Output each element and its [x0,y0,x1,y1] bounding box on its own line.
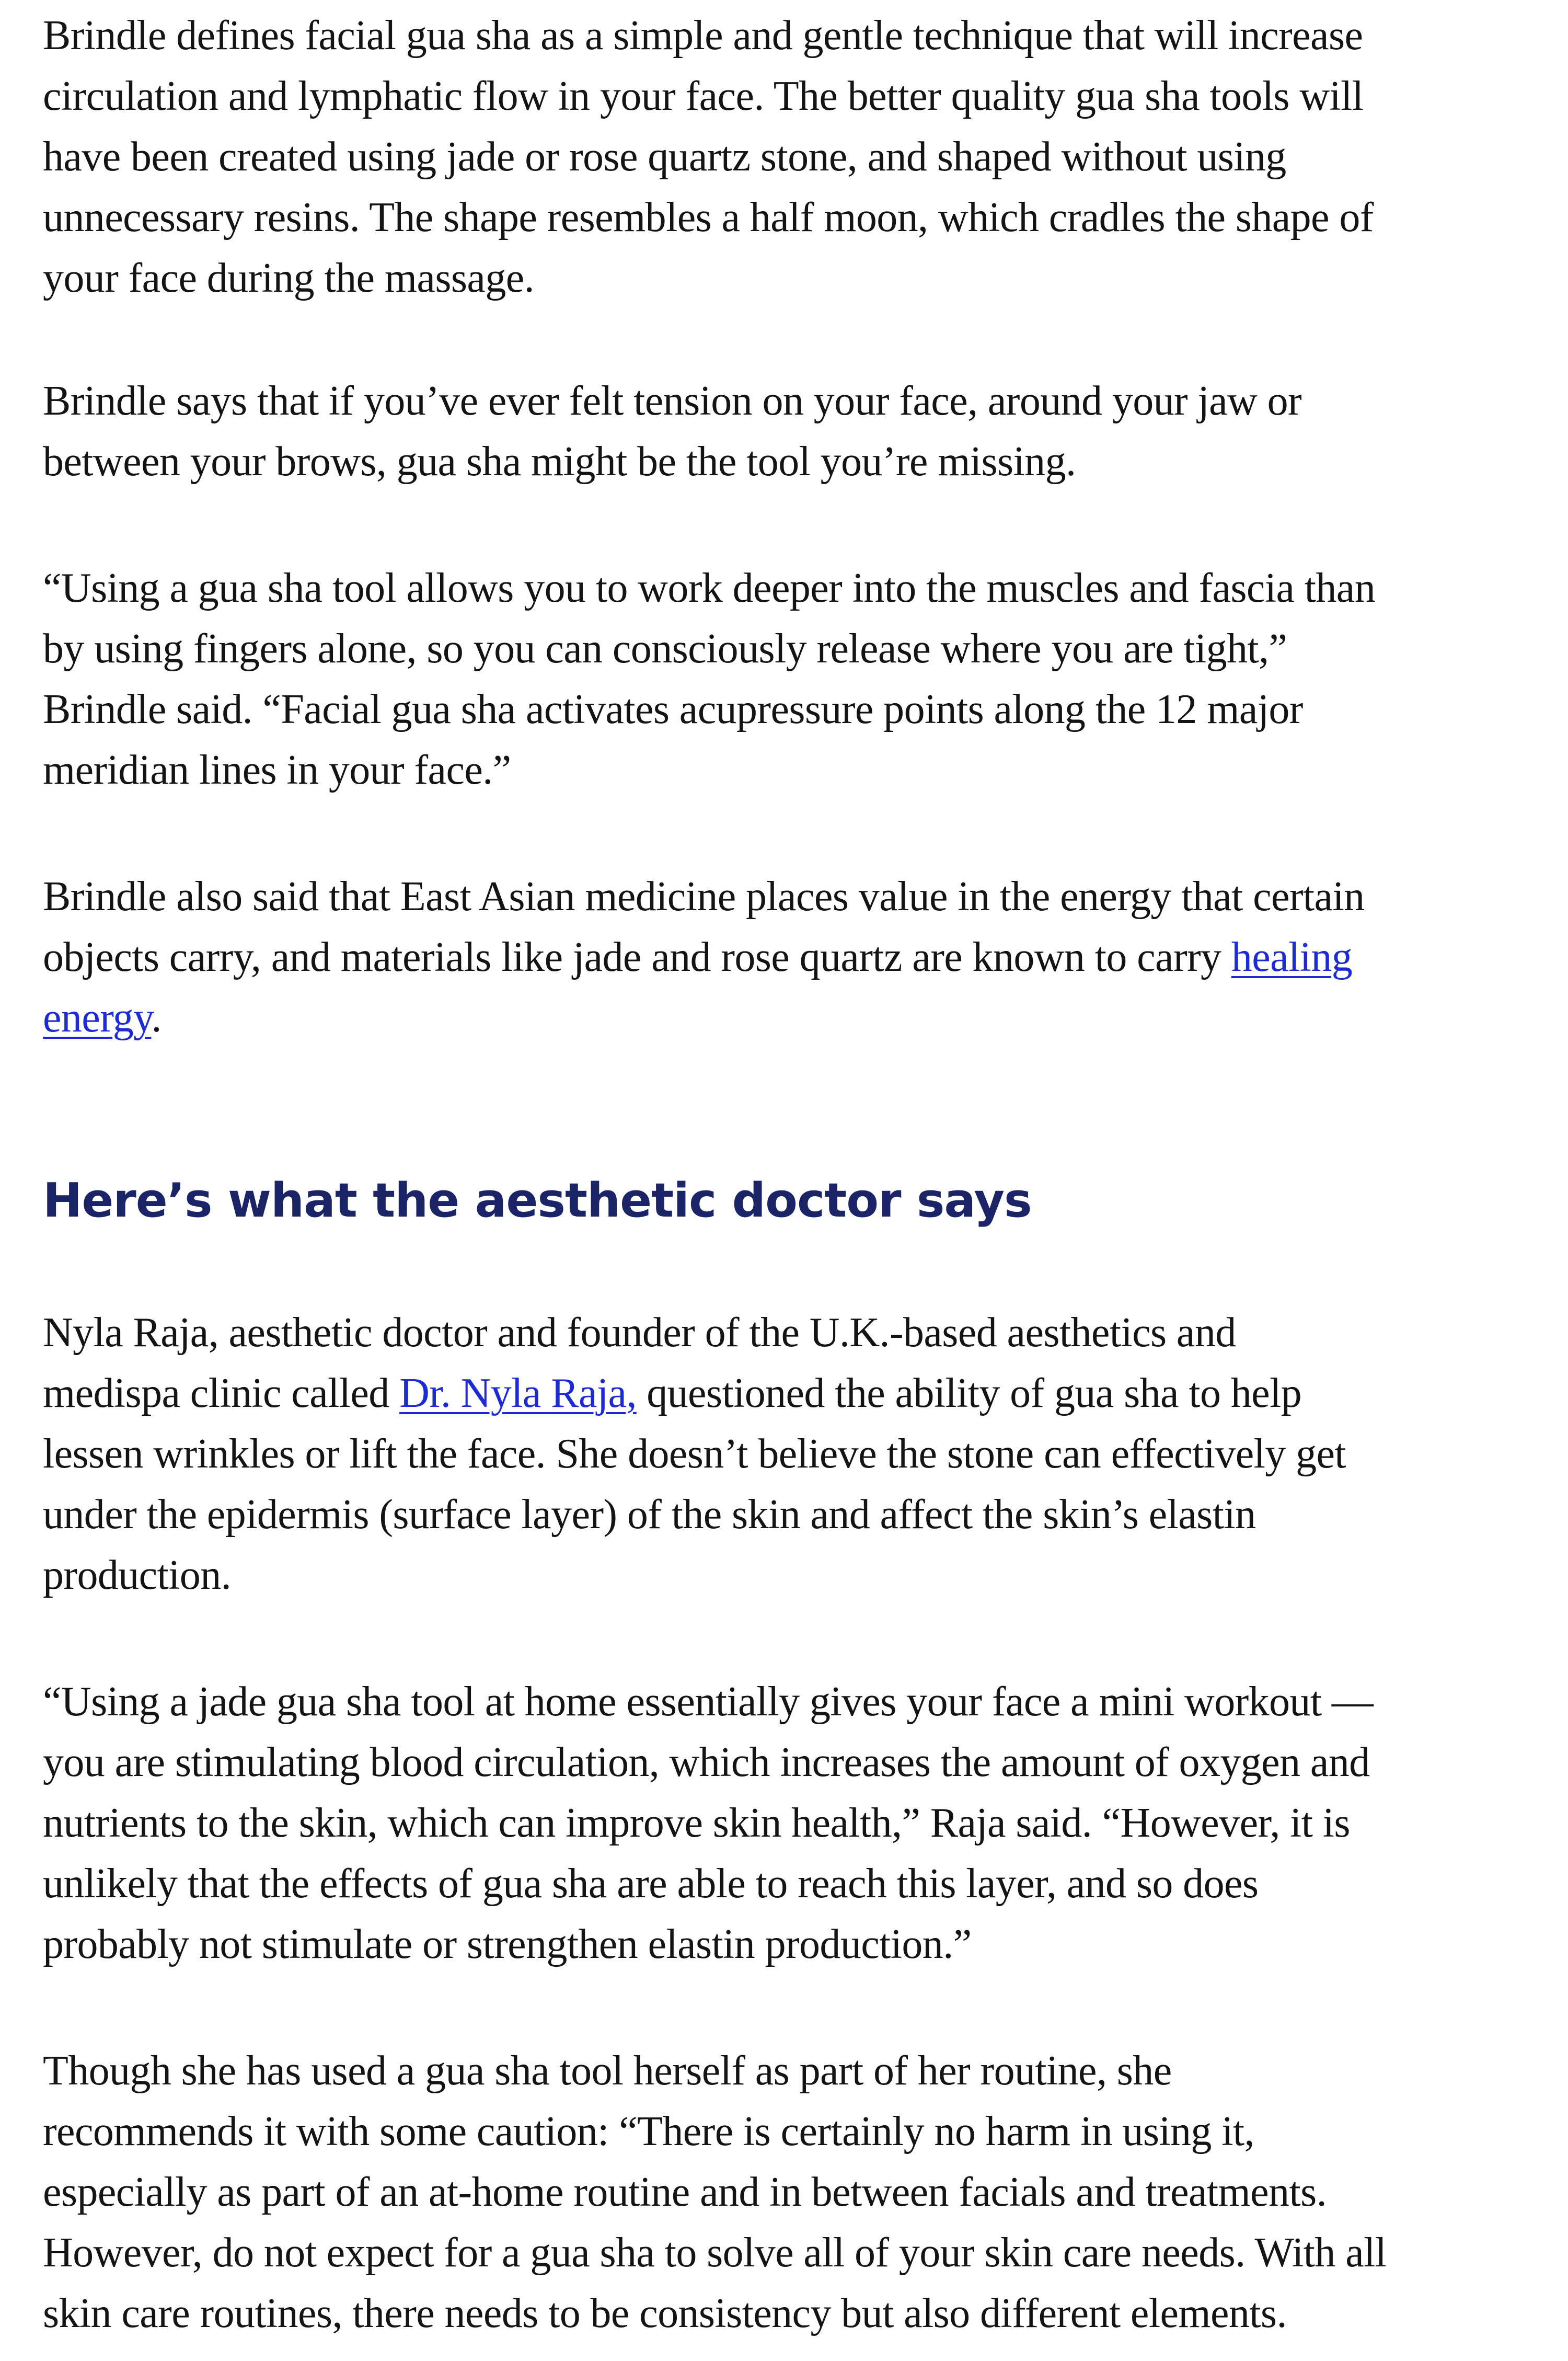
text-segment: objects carry, and materials like jade and rose quartz are known to carry [43,934,1231,980]
text-line: Nyla Raja, aesthetic doctor and founder of the U.K.-based aesthetics and [43,1310,1236,1356]
section-heading: Here’s what the aesthetic doctor says [43,1173,1032,1228]
paragraph-nyla-raja-intro [43,1302,1506,1606]
text-segment: . [151,995,162,1041]
text-line: “Using a gua sha tool allows you to work deeper into the muscles and fascia than [43,565,1376,611]
article-body [43,5,1506,2344]
text-line: recommends it with some caution: “There is certainly no harm in using it, [43,2108,1254,2154]
text-line: skin care routines, there needs to be consistency but also different elements. [43,2290,1287,2336]
text-line: Though she has used a gua sha tool herself as part of her routine, she [43,2048,1172,2094]
healing-energy-link-continued[interactable]: energy [43,995,152,1041]
healing-energy-link[interactable]: healing [1231,934,1353,980]
text-segment: questioned the ability of gua sha to help [636,1370,1302,1416]
paragraph-caution [43,2041,1506,2344]
text-line: lessen wrinkles or lift the face. She doesn’t believe the stone can effectively get [43,1431,1346,1477]
text-segment: medispa clinic called [43,1370,400,1416]
text-line: However, do not expect for a gua sha to solve all of your skin care needs. With all [43,2230,1387,2276]
text-line: “Using a jade gua sha tool at home essentially gives your face a mini workout — [43,1679,1374,1725]
paragraph-raja-quote [43,1671,1506,1975]
text-line: have been created using jade or rose quartz stone, and shaped without using [43,134,1286,180]
text-line: probably not stimulate or strengthen elastin production.” [43,1921,972,1967]
text-line: especially as part of an at-home routine and in between facials and treatments. [43,2169,1327,2215]
text-line: circulation and lymphatic flow in your face. The better quality gua sha tools will [43,73,1364,119]
text-line: under the epidermis (surface layer) of the skin and affect the skin’s elastin [43,1492,1256,1538]
text-line: Brindle said. “Facial gua sha activates acupressure points along the 12 major [43,686,1303,732]
text-line: nutrients to the skin, which can improve skin health,” Raja said. “However, it is [43,1800,1350,1846]
text-line [43,927,1506,988]
text-line: you are stimulating blood circulation, which increases the amount of oxygen and [43,1739,1370,1785]
paragraph-brindle-quote [43,558,1506,800]
text-line [43,988,1506,1048]
paragraph-gua-sha-definition [43,5,1506,308]
text-line: your face during the massage. [43,255,535,301]
text-line: between your brows, gua sha might be the tool you’re missing. [43,439,1076,485]
paragraph-tension [43,371,1506,492]
text-line: unnecessary resins. The shape resembles a half moon, which cradles the shape of [43,194,1374,240]
text-line: unlikely that the effects of gua sha are able to reach this layer, and so does [43,1861,1259,1907]
dr-nyla-raja-link[interactable]: Dr. Nyla Raja, [399,1370,637,1416]
text-line: Brindle also said that East Asian medicine places value in the energy that certain [43,874,1365,920]
paragraph-east-asian-medicine [43,866,1506,1048]
text-line [43,1363,1506,1424]
text-line: Brindle says that if you’ve ever felt tension on your face, around your jaw or [43,378,1302,424]
text-line: by using fingers alone, so you can consciously release where you are tight,” [43,626,1287,672]
text-line: Brindle defines facial gua sha as a simple and gentle technique that will increase [43,13,1363,59]
text-line: meridian lines in your face.” [43,747,511,793]
text-line: production. [43,1552,232,1598]
